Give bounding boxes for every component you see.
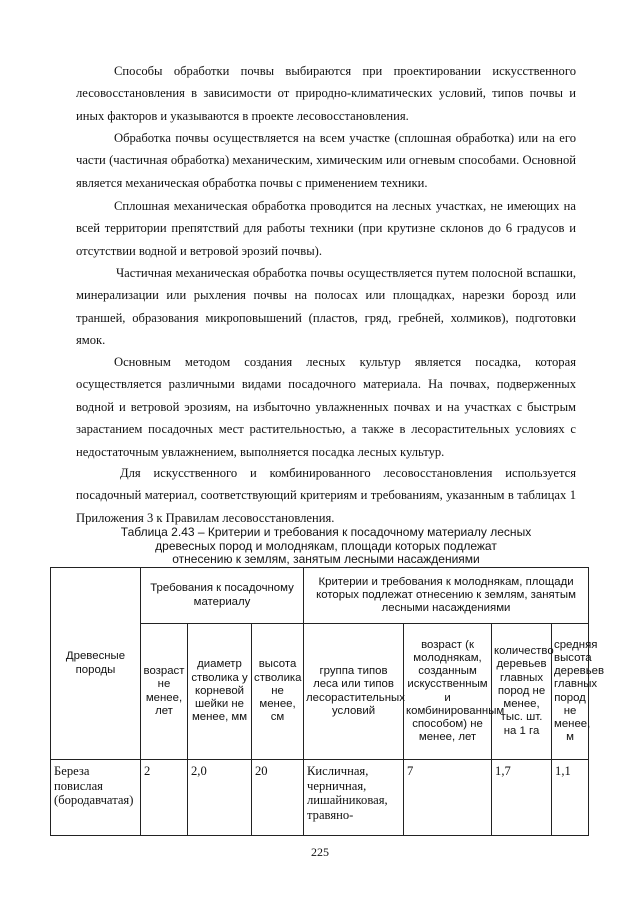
cell-tree-count: 1,7 (492, 760, 552, 836)
paragraph-6: Для искусственного и комбинированного лесовосстановления используется посадочный материал, соответствующий критериям и требованиям, указанным в таблицах 1 Приложения 3 к Правилам лесовосстановления. (76, 466, 576, 525)
table-caption (76, 526, 576, 567)
header-diameter: диаметр стволика у корневой шейки не менее, мм (188, 624, 252, 760)
cell-species: Береза повислая (бородавчатая) (51, 760, 141, 836)
header-tree-count: количество деревьев главных пород не менее, тыс. шт. на 1 га (492, 624, 552, 760)
paragraph-1: Способы обработки почвы выбираются при проектировании искусственного лесовосстановления в зависимости от природно-климатических условий, типов почвы и иных факторов и указываются в проекте лесовосстановления. (76, 64, 576, 123)
table-row (51, 760, 589, 836)
header-average-height: средняя высота деревьев главных пород не менее, м (552, 624, 589, 760)
paragraph-3: Сплошная механическая обработка проводится на лесных участках, не имеющих на всей территории препятствий для работы техники (при крутизне склонов до 6 градусов и отсутствии водной и ветровой эрозий почвы). (76, 199, 576, 258)
criteria-table (50, 567, 605, 836)
table-caption-line: древесных пород и молоднякам, площади которых подлежат (155, 538, 497, 553)
page-number: 225 (311, 845, 329, 859)
header-species: Древесные породы (51, 568, 141, 760)
header-age: возраст не менее, лет (141, 624, 188, 760)
cell-age: 2 (141, 760, 188, 836)
table-caption-line: отнесению к землям, занятым лесными насаждениями (172, 552, 480, 566)
header-young-stands: Критерии и требования к молоднякам, площади которых подлежат отнесению к землям, занятым лесными насаждениями (304, 568, 589, 624)
cell-height: 20 (252, 760, 304, 836)
cell-forest-group: Кисличная, черничная, лишайниковая, травяно- (304, 760, 404, 836)
table-caption-line: Таблица 2.43 – Критерии и требования к посадочному материалу лесных (120, 525, 532, 539)
paragraph-4: Частичная механическая обработка почвы осуществляется путем полосной вспашки, минерализации или рыхления почвы на полосах или площадках, нарезки борозд или траншей, образования микроповышений (пластов, гряд, гребней, холмиков), подготовки ямок. (76, 266, 576, 348)
cell-diameter: 2,0 (188, 760, 252, 836)
cell-young-age: 7 (404, 760, 492, 836)
paragraph-5: Основным методом создания лесных культур является посадка, которая осуществляется различными видами посадочного материала. На почвах, подверженных водной и ветровой эрозиям, на избыточно увлажненных почвах и на участках с быстрым зарастанием посадочных мест растительностью, а также в лесорастительных условиях с недостаточным увлажнением, выполняется посадка лесных культур. (76, 355, 576, 459)
header-planting-material: Требования к посадочному материалу (141, 568, 304, 624)
header-height: высота стволика не менее, см (252, 624, 304, 760)
header-young-age: возраст (к молоднякам, созданным искусственным и комбинированным способом) не менее, лет (404, 624, 492, 760)
cell-average-height: 1,1 (552, 760, 589, 836)
paragraph-2: Обработка почвы осуществляется на всем участке (сплошная обработка) или на его части (частичная обработка) механическим, химическим или огневым способами. Основной является механическая обработка почвы с применением техники. (76, 131, 576, 190)
header-forest-group: группа типов леса или типов лесорастительных условий (304, 624, 404, 760)
